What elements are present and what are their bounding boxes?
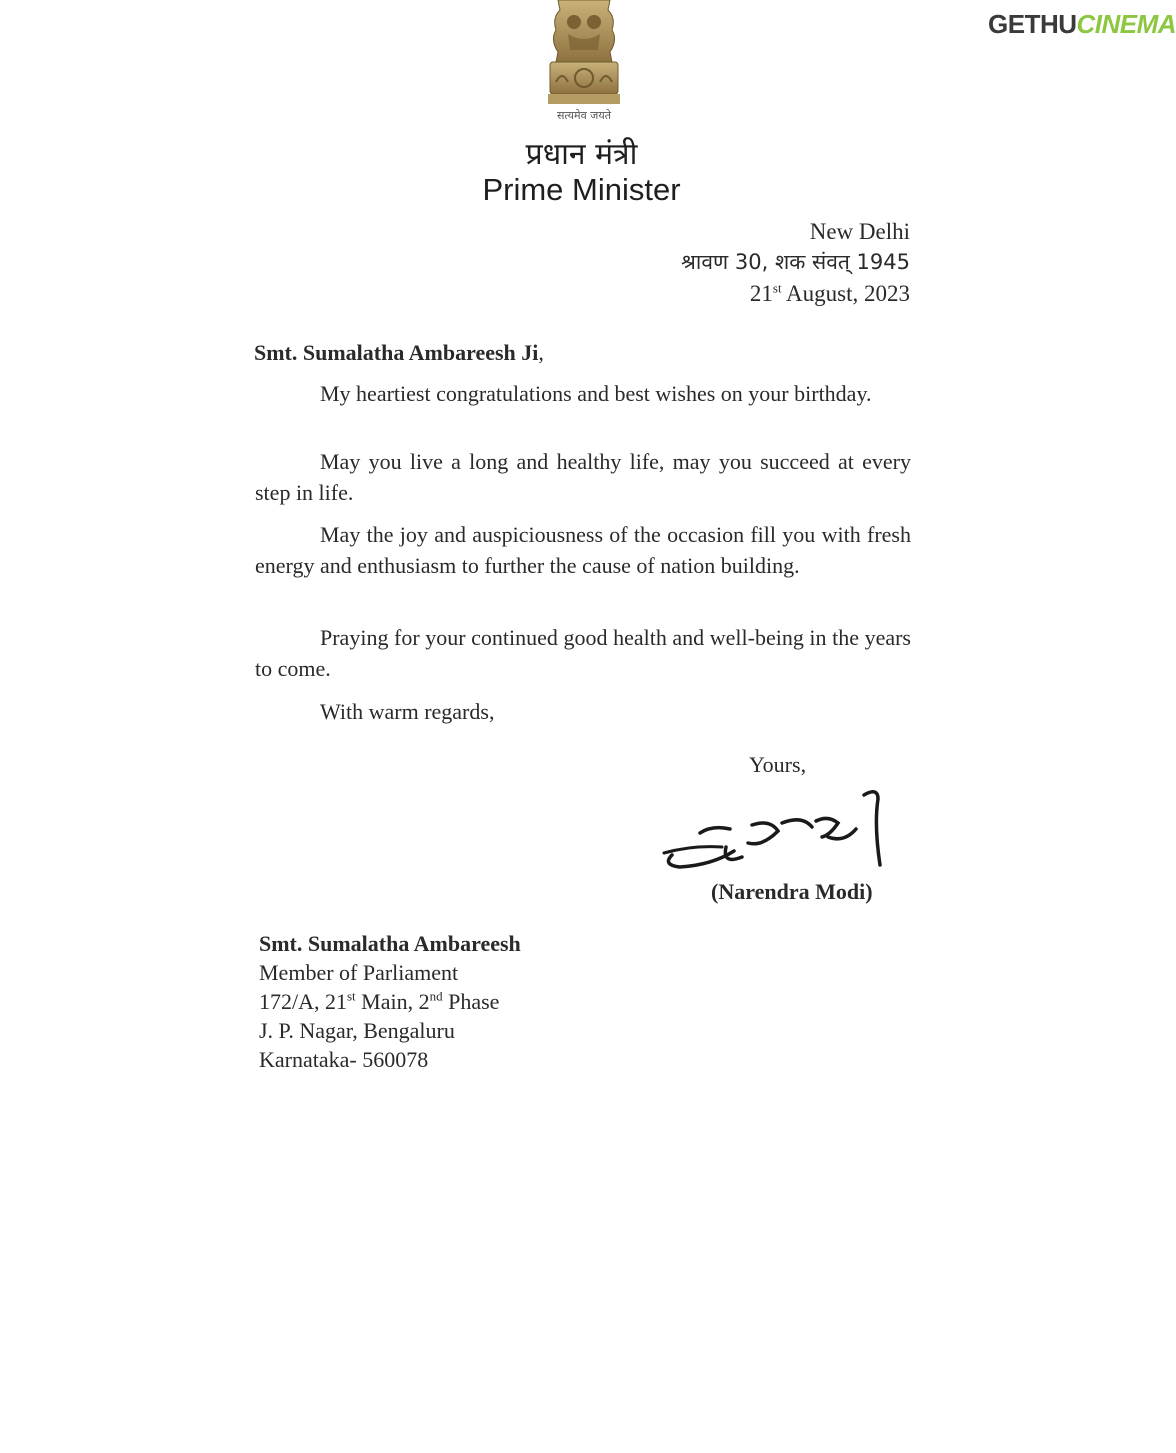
title-hindi: प्रधान मंत्री bbox=[525, 137, 638, 172]
emblem-motto: सत्यमेव जयते bbox=[556, 109, 611, 122]
salutation-name: Smt. Sumalatha Ambareesh Ji bbox=[254, 340, 539, 365]
street-sup-2: nd bbox=[429, 988, 443, 1004]
recipient-locality: J. P. Nagar, Bengaluru bbox=[259, 1018, 455, 1043]
paragraph-2: May you live a long and healthy life, may you succeed at every step in life. bbox=[255, 449, 911, 505]
dateline-date bbox=[681, 278, 910, 309]
title-english: Prime Minister bbox=[482, 172, 681, 207]
watermark-text bbox=[988, 9, 1176, 40]
recipient-street bbox=[259, 987, 521, 1016]
state-emblem-icon bbox=[538, 0, 630, 108]
closing: With warm regards, bbox=[320, 699, 495, 724]
watermark-part-1: GETHU bbox=[988, 9, 1077, 39]
street-post: Phase bbox=[442, 989, 500, 1014]
yours: Yours, bbox=[749, 752, 807, 777]
date-day: 21 bbox=[749, 281, 773, 306]
dateline-hindi-date: श्रावण 30, शक संवत् 1945 bbox=[681, 250, 910, 274]
date-month-year: August, 2023 bbox=[786, 281, 910, 306]
recipient-name: Smt. Sumalatha Ambareesh bbox=[259, 931, 521, 956]
paragraph-3: May the joy and auspiciousness of the occasion fill you with fresh energy and enthusiasm to further the cause of nation building. bbox=[255, 522, 911, 578]
recipient-address bbox=[259, 929, 521, 1074]
signature-icon bbox=[652, 785, 888, 881]
dateline-city: New Delhi bbox=[809, 219, 910, 244]
street-mid: Main, 2 bbox=[355, 989, 430, 1014]
date-day-suffix: st bbox=[772, 280, 782, 296]
salutation bbox=[254, 340, 544, 366]
channel-watermark bbox=[988, 5, 1176, 43]
salutation-punct: , bbox=[538, 340, 544, 365]
recipient-state-pin: Karnataka- 560078 bbox=[259, 1047, 429, 1072]
street-sup-1: st bbox=[347, 988, 356, 1004]
dateline bbox=[681, 216, 910, 309]
paragraph-4: Praying for your continued good health and well-being in the years to come. bbox=[255, 625, 911, 681]
recipient-designation: Member of Parliament bbox=[259, 960, 459, 985]
watermark-part-2: CINEMA bbox=[1076, 9, 1176, 39]
street-pre: 172/A, 21 bbox=[259, 989, 347, 1014]
paragraph-1: My heartiest congratulations and best wishes on your birthday. bbox=[320, 381, 872, 406]
signer-name: (Narendra Modi) bbox=[711, 879, 873, 904]
